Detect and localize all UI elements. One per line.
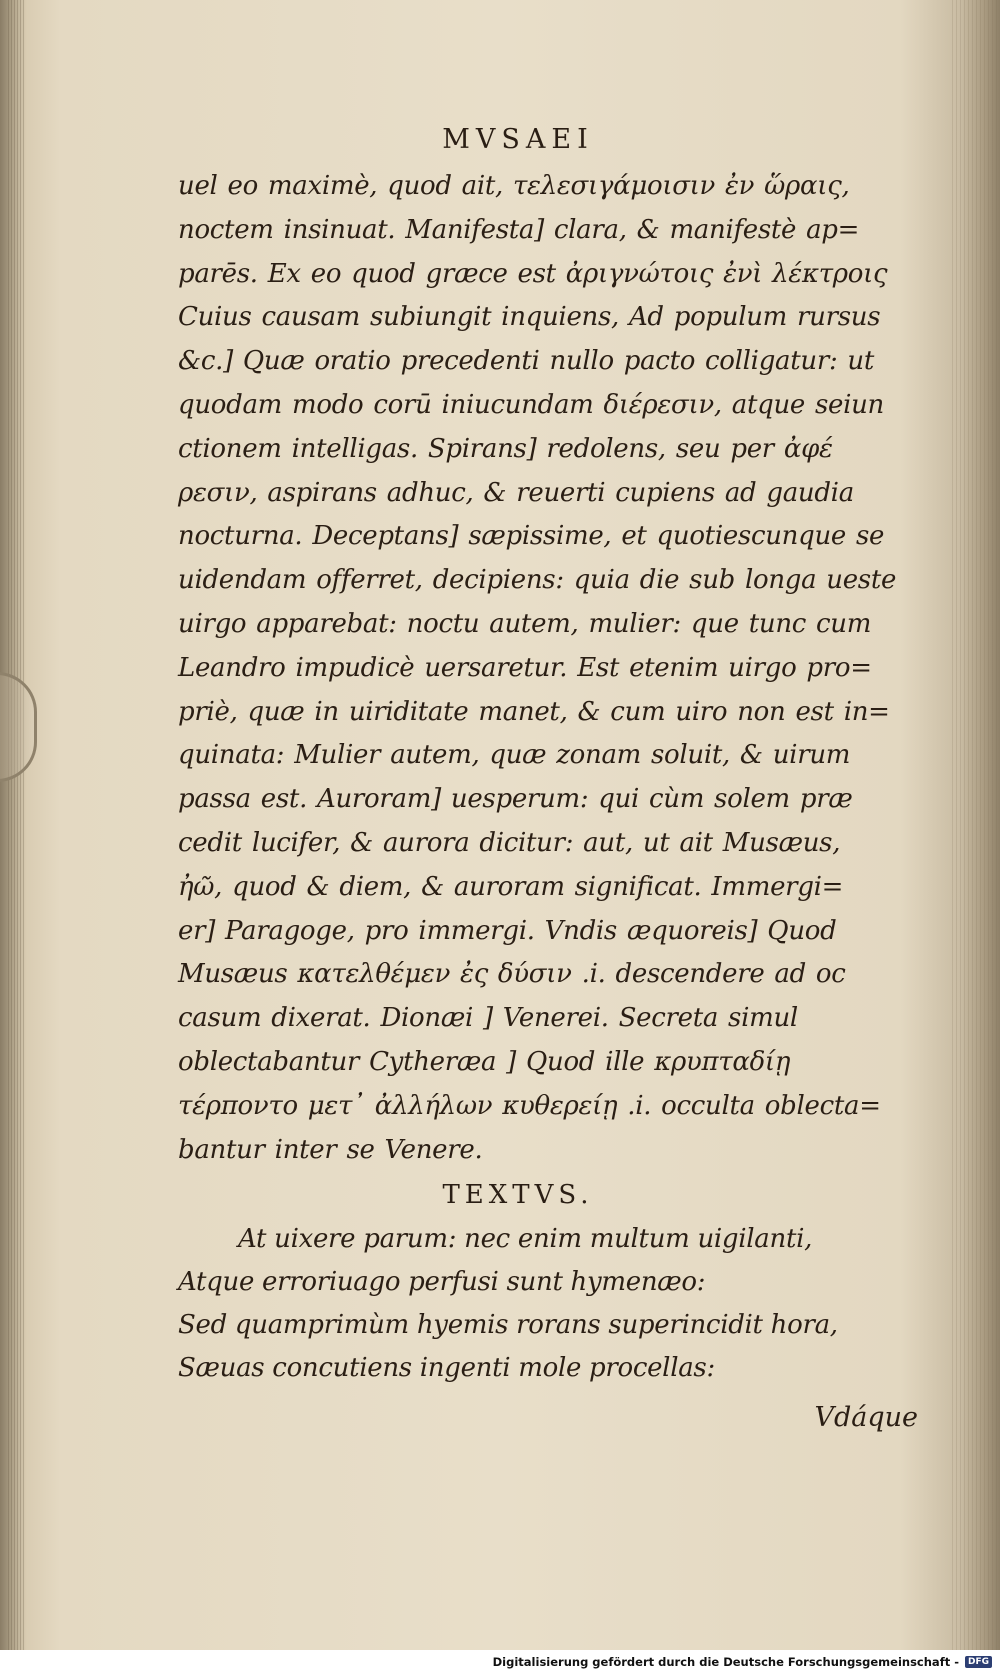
commentary-line: ctionem intelligas. Spirans] redolens, seu per ἀφέ — [178, 433, 833, 464]
running-head: MVSAEI — [442, 124, 594, 155]
catchword: Vdáque — [814, 1402, 918, 1434]
commentary-line: priè, quæ in uiriditate manet, & cum uiro non est in= — [178, 696, 890, 727]
commentary-line: cedit lucifer, & aurora dicitur: aut, ut ait Musæus, — [178, 827, 841, 858]
commentary-line: uel eo maximè, quod ait, τελεσιγάμοισιν ἐν ὥραις, — [178, 171, 850, 201]
verse-line: Sed quamprimùm hyemis rorans superincidit hora, — [178, 1310, 838, 1341]
page-fore-edge — [952, 0, 1000, 1650]
commentary-line: oblectabantur Cytheræa ] Quod ille κρυπταδίῃ — [178, 1046, 791, 1077]
section-title: TEXTVS. — [442, 1180, 594, 1211]
book-gutter-edge — [8, 0, 26, 1650]
verse-line: Sæuas concutiens ingenti mole procellas: — [178, 1353, 715, 1384]
commentary-line: quodam modo corū iniucundam διέρεσιν, atque seiun — [178, 389, 885, 420]
commentary-line: τέρποντο μετ᾽ ἀλλήλων κυθερείῃ .i. occulta oblecta= — [178, 1090, 881, 1121]
commentary-line: nocturna. Deceptans] sæpissime, et quotiescunque se — [178, 521, 885, 552]
commentary-line: uirgo apparebat: noctu autem, mulier: que tunc cum — [178, 608, 872, 639]
commentary-line: ἠῶ, quod & diem, & auroram significat. Immergi= — [178, 871, 844, 902]
commentary-line: er] Paragoge, pro immergi. Vndis æquoreis] Quod — [178, 915, 837, 946]
footer-bar — [0, 1650, 1000, 1673]
commentary-line: passa est. Auroram] uesperum: qui cùm solem præ — [178, 784, 853, 815]
commentary-line: parēs. Ex eo quod græce est ἀριγνώτοις ἐνὶ λέκτροις — [178, 258, 888, 289]
commentary-line: Cuius causam subiungit inquiens, Ad populum rursus — [178, 302, 881, 333]
commentary-line: &c.] Quæ oratio precedenti nullo pacto colligatur: ut — [178, 346, 874, 377]
verse-line: At uixere parum: nec enim multum uigilanti, — [238, 1224, 813, 1255]
commentary — [178, 165, 918, 1172]
footer-credit: Digitalisierung gefördert durch die Deutsche Forschungsgemeinschaft - — [492, 1654, 959, 1669]
page-text-block — [178, 118, 918, 1438]
commentary-line: quinata: Mulier autem, quæ zonam soluit, & uirum — [178, 740, 851, 771]
commentary-line: casum dixerat. Dionæi ] Venerei. Secreta simul — [178, 1003, 798, 1034]
commentary-line: noctem insinuat. Manifesta] clara, & manifestè ap= — [178, 214, 860, 245]
verse-text — [178, 1218, 918, 1390]
commentary-line: uidendam offerret, decipiens: quia die sub longa ueste — [178, 565, 897, 596]
commentary-line: Leandro impudicè uersaretur. Est etenim uirgo pro= — [178, 652, 872, 683]
verse-line: Atque erroriuago perfusi sunt hymenæo: — [178, 1267, 706, 1298]
dfg-logo-icon: DFG — [965, 1656, 992, 1668]
commentary-line: ρεσιν, aspirans adhuc, & reuerti cupiens ad gaudia — [178, 477, 854, 508]
commentary-line: Musæus κατελθέμεν ἐς δύσιν .i. descendere ad oc — [178, 959, 846, 990]
commentary-line: bantur inter se Venere. — [178, 1134, 483, 1165]
